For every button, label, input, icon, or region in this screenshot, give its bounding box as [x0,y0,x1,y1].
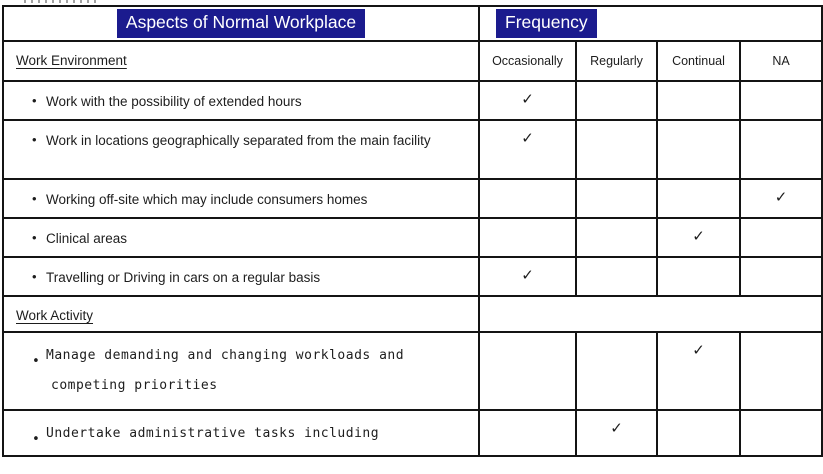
row-text: Travelling or Driving in cars on a regular basis [46,270,321,285]
check-cell-regularly [576,120,657,179]
check-cell-regularly [576,257,657,296]
column-header-occasionally: Occasionally [479,41,576,81]
check-cell-regularly [576,179,657,218]
row-description [3,257,479,296]
empty-merged-cell [479,296,822,332]
column-header-na: NA [740,41,822,81]
section-work-environment [3,41,479,81]
check-cell-regularly [576,332,657,410]
bullet-icon: • [32,93,37,108]
check-cell-na [740,257,822,296]
check-cell-occasionally [479,410,576,456]
section-row-work-activity [3,296,822,332]
check-cell-occasionally: ✓ [479,120,576,179]
section-title: Work Activity [16,308,94,323]
row-text: Work with the possibility of extended hours [46,94,302,109]
check-cell-continual: ✓ [657,332,740,410]
row-description [3,332,479,410]
row-description [3,179,479,218]
check-cell-occasionally [479,218,576,257]
column-header-continual: Continual [657,41,740,81]
row-text: Working off-site which may include consumers homes [46,192,368,207]
section-work-activity [3,296,479,332]
aspects-header-cell [3,6,479,41]
row-text: Manage demanding and changing workloads and competing priorities [46,348,405,393]
bullet-icon: • [32,354,41,369]
check-cell-occasionally [479,332,576,410]
row-clinical-areas [3,218,822,257]
row-text: Work in locations geographically separated from the main facility [46,133,431,148]
check-cell-occasionally [479,179,576,218]
row-description [3,410,479,456]
check-cell-na [740,410,822,456]
bullet-icon: • [32,191,37,206]
check-cell-regularly [576,218,657,257]
row-description [3,120,479,179]
check-cell-occasionally: ✓ [479,257,576,296]
clipped-text-remnant [24,0,96,3]
column-header-regularly: Regularly [576,41,657,81]
check-cell-continual [657,257,740,296]
bullet-icon: • [32,269,37,284]
check-cell-na [740,332,822,410]
check-cell-na [740,81,822,120]
bullet-icon: • [32,432,41,447]
frequency-header-cell [479,6,822,41]
section-title: Work Environment [16,53,127,68]
aspects-header-highlight: Aspects of Normal Workplace [117,9,365,38]
row-geographically-separated [3,120,822,179]
check-cell-regularly [576,81,657,120]
check-cell-continual [657,179,740,218]
row-description [3,218,479,257]
check-cell-continual [657,120,740,179]
workplace-frequency-table [2,5,823,457]
row-text: Undertake administrative tasks including [46,426,380,441]
check-cell-regularly: ✓ [576,410,657,456]
row-manage-workloads [3,332,822,410]
check-cell-continual [657,410,740,456]
header-row [3,6,822,41]
check-cell-occasionally: ✓ [479,81,576,120]
frequency-header-highlight: Frequency [496,9,597,38]
bullet-icon: • [32,230,37,245]
row-administrative-tasks [3,410,822,456]
column-header-row [3,41,822,81]
row-description [3,81,479,120]
row-text: Clinical areas [46,231,128,246]
row-working-off-site [3,179,822,218]
check-cell-continual [657,81,740,120]
bullet-icon: • [32,132,37,147]
row-extended-hours [3,81,822,120]
check-cell-na [740,218,822,257]
check-cell-continual: ✓ [657,218,740,257]
check-cell-na [740,120,822,179]
row-travelling-driving [3,257,822,296]
check-cell-na: ✓ [740,179,822,218]
